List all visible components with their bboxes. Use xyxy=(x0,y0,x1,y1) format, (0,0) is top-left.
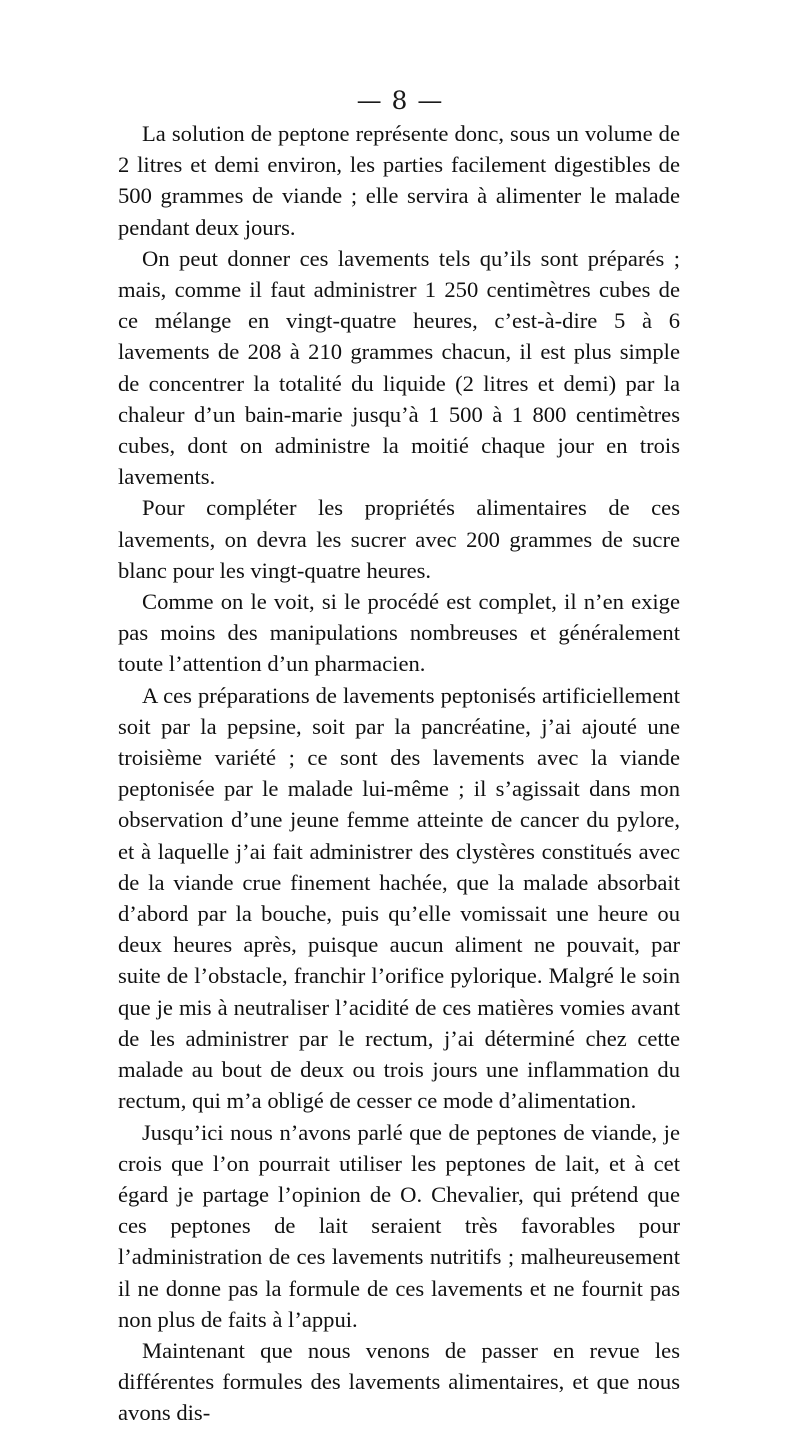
paragraph: Jusqu’ici nous n’avons parlé que de peptones de viande, je crois que l’on pourrait utiliser les peptones de lait, et à cet égard je partage l’opinion de O. Chevalier, qui prétend que ces peptones de lait seraient très favorables pour l’administration de ces lavements nutritifs ; malheureusement il ne donne pas la formule de ces lavements et ne fournit pas non plus de faits à l’appui. xyxy=(118,1119,680,1332)
paragraph: Maintenant que nous venons de passer en revue les différentes formules des lavements alimentaires, et que nous avons dis- xyxy=(118,1337,680,1426)
paragraph: Pour compléter les propriétés alimentaires de ces lavements, on devra les sucrer avec 200 grammes de sucre blanc pour les vingt-quatre heures. xyxy=(118,495,680,583)
body-text xyxy=(118,118,680,1429)
page-number: — 8 — xyxy=(356,86,444,115)
paragraph: La solution de peptone représente donc, sous un volume de 2 litres et demi environ, les parties facilement digestibles de 500 grammes de viande ; elle servira à alimenter le malade pendant deux jours. xyxy=(118,121,680,240)
paragraph: Comme on le voit, si le procédé est complet, il n’en exige pas moins des manipulations nombreuses et généralement toute l’attention d’un pharmacien. xyxy=(118,589,680,677)
paragraph: On peut donner ces lavements tels qu’ils sont préparés ; mais, comme il faut administrer 1 250 centimètres cubes de ce mélange en vingt-quatre heures, c’est-à-dire 5 à 6 lavements de 208 à 210 grammes chacun, il est plus simple de concentrer la totalité du liquide (2 litres et demi) par la chaleur d’un bain-marie jusqu’à 1 500 à 1 800 centimètres cubes, dont on administre la moitié chaque jour en trois lavements. xyxy=(118,245,680,490)
paragraph: A ces préparations de lavements peptonisés artificiellement soit par la pepsine, soit par la pancréatine, j’ai ajouté une troisième variété ; ce sont des lavements avec la viande peptonisée par le malade lui-même ; il s’agissait dans mon observation d’une jeune femme atteinte de cancer du pylore, et à laquelle j’ai fait administrer des clystères constitués avec de la viande crue finement hachée, que la malade absorbait d’abord par la bouche, puis qu’elle vomissait une heure ou deux heures après, puisque aucun aliment ne pouvait, par suite de l’obstacle, franchir l’orifice pylorique. Malgré le soin que je mis à neutraliser l’acidité de ces matières vomies avant de les administrer par le rectum, j’ai déterminé chez cette malade au bout de deux ou trois jours une inflammation du rectum, qui m’a obligé de cesser ce mode d’alimentation. xyxy=(118,682,680,1114)
